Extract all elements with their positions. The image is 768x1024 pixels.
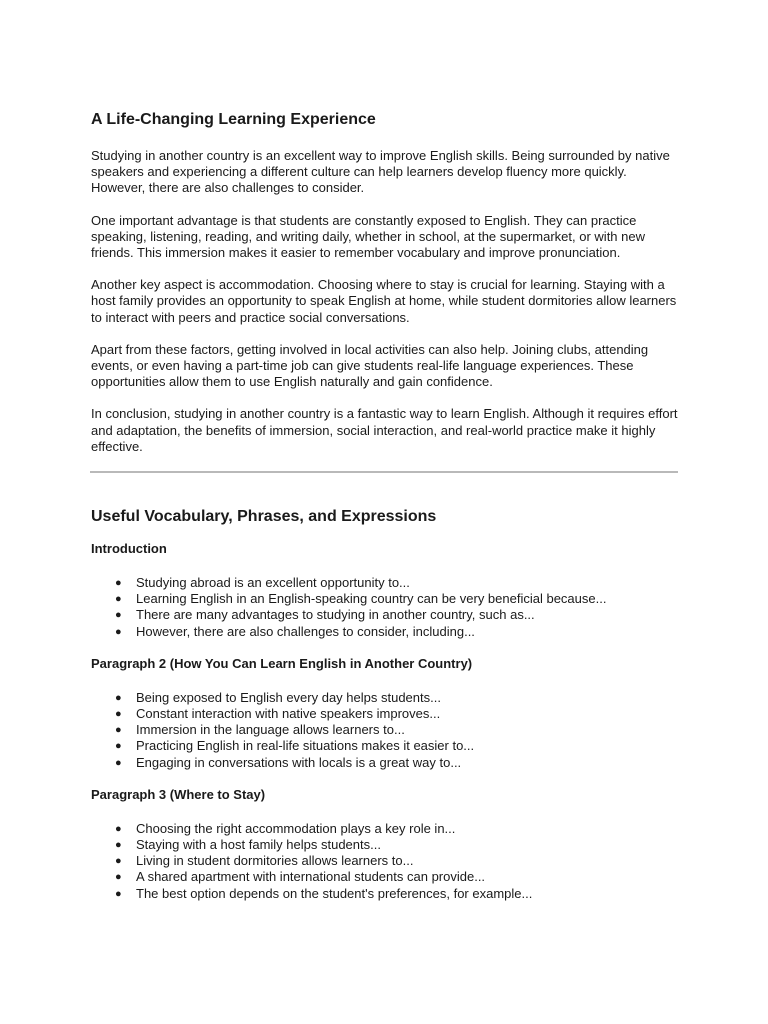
essay-paragraph: Studying in another country is an excellent way to improve English skills. Being surrounded by native speakers and experiencing a different culture can help learners develop fluency more quickly. However, there are also challenges to consider. <box>91 148 670 196</box>
bullet-icon: ● <box>115 708 122 721</box>
phrase-list-introduction <box>91 575 678 640</box>
list-item-text: However, there are also challenges to consider, including... <box>136 623 475 639</box>
list-item-text: The best option depends on the student's preferences, for example... <box>136 885 533 901</box>
list-item <box>91 837 678 853</box>
essay-paragraph: In conclusion, studying in another country is a fantastic way to learn English. Although it requires effort and adaptation, the benefits of immersion, social interaction, and real-world practice make it highly effective. <box>91 406 678 454</box>
bullet-icon: ● <box>115 855 122 868</box>
section-heading-paragraph-2: Paragraph 2 (How You Can Learn English in Another Country) <box>91 655 473 671</box>
phrase-list-paragraph-3 <box>91 821 678 902</box>
section-heading-paragraph-3: Paragraph 3 (Where to Stay) <box>91 786 266 802</box>
list-item-text: Engaging in conversations with locals is a great way to... <box>136 754 462 770</box>
section-heading-introduction: Introduction <box>91 541 167 557</box>
vocab-title: Useful Vocabulary, Phrases, and Expressions <box>91 508 437 526</box>
bullet-icon: ● <box>115 822 122 835</box>
list-item-text: There are many advantages to studying in another country, such as... <box>136 607 535 623</box>
essay-title: A Life-Changing Learning Experience <box>91 111 376 128</box>
phrase-list-paragraph-2 <box>91 690 678 771</box>
bullet-icon: ● <box>115 609 122 622</box>
bullet-icon: ● <box>115 887 122 900</box>
bullet-icon: ● <box>115 593 122 606</box>
essay-paragraph: Apart from these factors, getting involved in local activities can also help. Joining clubs, attending events, or even having a part-time job can give students real-life language experiences. These opportunities allow them to use English naturally and gain confidence. <box>91 341 649 390</box>
essay-paragraph: Another key aspect is accommodation. Choosing where to stay is crucial for learning. Staying with a host family provides an opportunity to speak English at home, while student dormitories allow learners to interact with peers and practice social conversations. <box>91 277 677 325</box>
list-item <box>91 755 678 771</box>
list-item <box>91 738 678 754</box>
list-item-text: Being exposed to English every day helps students... <box>136 689 441 705</box>
list-item-text: A shared apartment with international students can provide... <box>136 869 486 885</box>
bullet-icon: ● <box>115 577 122 590</box>
essay-paragraph: One important advantage is that students are constantly exposed to English. They can practice speaking, listening, reading, and writing daily, whether in school, at the supermarket, or with new friends. This immersion makes it easier to remember vocabulary and improve pronunciation. <box>91 212 645 261</box>
list-item-text: Constant interaction with native speakers improves... <box>136 706 441 722</box>
list-item-text: Practicing English in real-life situations makes it easier to... <box>136 738 475 754</box>
list-item <box>91 886 678 902</box>
list-item <box>91 722 678 738</box>
list-item-text: Studying abroad is an excellent opportunity to... <box>136 575 410 591</box>
bullet-icon: ● <box>115 625 122 638</box>
list-item <box>91 575 678 591</box>
list-item-text: Immersion in the language allows learners to... <box>136 722 405 738</box>
bullet-icon: ● <box>115 871 122 884</box>
list-item <box>91 690 678 706</box>
list-item <box>91 624 678 640</box>
list-item-text: Living in student dormitories allows learners to... <box>136 853 414 869</box>
bullet-icon: ● <box>115 839 122 852</box>
list-item <box>91 706 678 722</box>
list-item-text: Staying with a host family helps students... <box>136 837 381 853</box>
bullet-icon: ● <box>115 756 122 769</box>
list-item <box>91 591 678 607</box>
list-item <box>91 869 678 885</box>
list-item-text: Learning English in an English-speaking country can be very beneficial because... <box>136 591 607 607</box>
list-item <box>91 607 678 623</box>
bullet-icon: ● <box>115 691 122 704</box>
list-item <box>91 853 678 869</box>
bullet-icon: ● <box>115 724 122 737</box>
list-item-text: Choosing the right accommodation plays a key role in... <box>136 820 456 836</box>
list-item <box>91 821 678 837</box>
section-divider <box>90 471 678 473</box>
bullet-icon: ● <box>115 740 122 753</box>
